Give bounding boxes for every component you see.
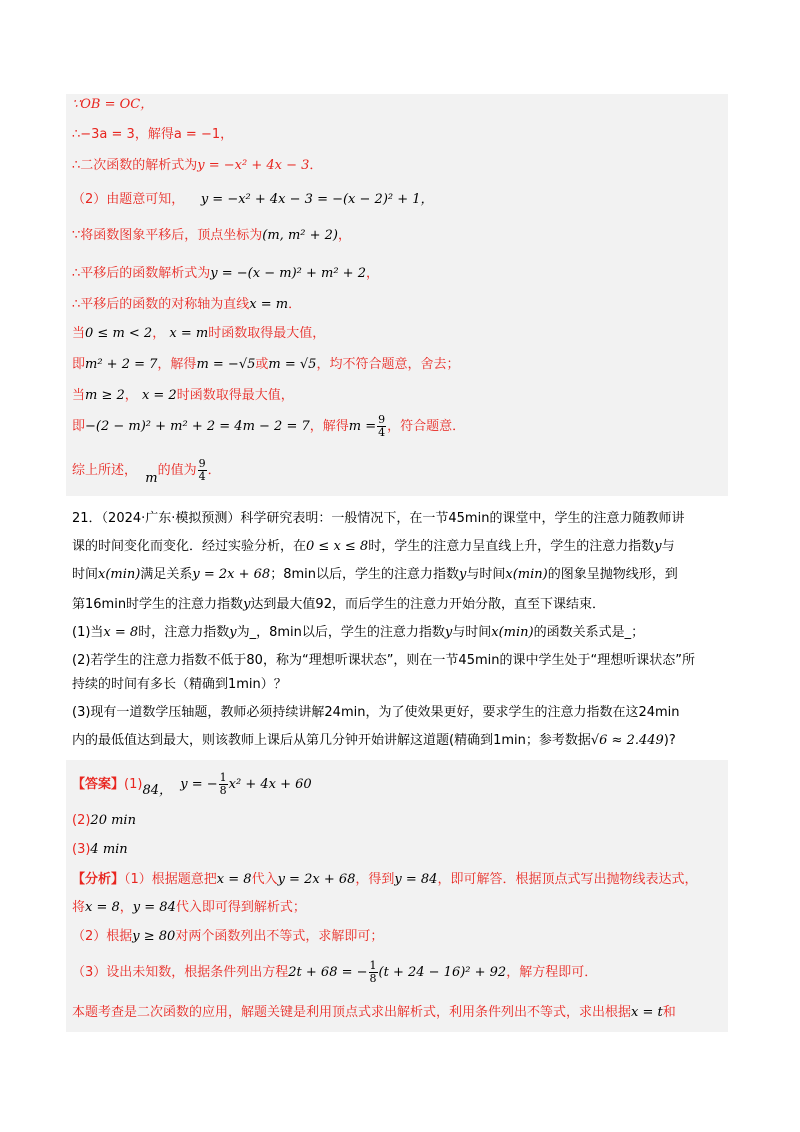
solution-line-4: （2）由题意可知， y = −x² + 4x − 3 = −(x − 2)² + 1， xyxy=(72,192,434,207)
analysis-line-3: （2）根据y ≥ 80对两个函数列出不等式，求解即可； xyxy=(72,929,384,944)
analysis-line-2: 将x = 8，y = 84代入即可得到解析式； xyxy=(72,900,306,915)
analysis-line-5: 本题考查是二次函数的应用，解题关键是利用顶点式求出解析式，利用条件列出不等式，求出根据x = t和 xyxy=(72,1005,676,1020)
solution-line-11: 即−(2 − m)² + m² + 2 = 4m − 2 = 7，解得m = $\frac{9}{4}$ ，符合题意． xyxy=(72,413,466,439)
question-part-3-line-1: (3)现有一道数学压轴题，教师必须持续讲解24min，为了使效果更好，要求学生的注意力指数在这24min xyxy=(72,705,680,720)
solution-line-5: ∵将函数图象平移后，顶点坐标为(m, m² + 2)， xyxy=(72,228,351,243)
solution-line-6: ∴平移后的函数解析式为y = −(x − m)² + m² + 2， xyxy=(72,266,379,281)
solution-line-12: 综上所述， m的值为 $\frac{9}{4}$ ． xyxy=(72,457,221,486)
question-line-2: 课的时间变化而变化．经过实验分析，在0 ≤ x ≤ 8时，学生的注意力呈直线上升，学生的注意力指数y与 xyxy=(72,539,675,554)
solution-line-9: 即m² + 2 = 7，解得m = −√5或m = √5，均不符合题意，舍去； xyxy=(72,357,460,372)
question-part-2-line-1: (2)若学生的注意力指数不低于80，称为“理想听课状态”，则在一节45min的课中学生处于“理想听课状态”所 xyxy=(72,653,695,668)
solution-line-2: ∴−3a = 3，解得a = −1， xyxy=(72,127,234,142)
answer-line-3: (3)4 min xyxy=(72,842,128,857)
answer-line-1: 【答案】(1)84， y = − $\frac{1}{8}$ x² + 4x + 60 xyxy=(72,771,312,798)
solution-line-1: ∵OB = OC， xyxy=(72,97,154,112)
question-line-4: 第16min时学生的注意力指数y达到最大值92，而后学生的注意力开始分散，直至下课结束． xyxy=(72,597,605,612)
solution-line-3: ∴二次函数的解析式为y = −x² + 4x − 3． xyxy=(72,158,323,173)
analysis-line-4: （3）设出未知数，根据条件列出方程2t + 68 = − $\frac{1}{8}$ (t + 24 − 16)² + 92，解方程即可． xyxy=(72,959,598,985)
question-part-3-line-2: 内的最低值达到最大，则该教师上课后从第几分钟开始讲解这道题(精确到1min；参考数据√6 ≈ 2.449)? xyxy=(72,733,676,748)
fraction-final-answer: $\frac{9}{4}$ xyxy=(198,457,206,483)
analysis-line-1: 【分析】（1）根据题意把x = 8代入y = 2x + 68，得到y = 84，即可解答．根据顶点式写出抛物线表达式， xyxy=(72,872,698,887)
analysis-tag: 【分析】 xyxy=(72,872,125,887)
question-part-2-line-2: 持续的时间有多长（精确到1min）？ xyxy=(72,677,287,692)
answer-tag: 【答案】 xyxy=(72,777,125,792)
answer-band xyxy=(66,760,728,1032)
fraction-nine-fourths: $\frac{9}{4}$ xyxy=(378,413,386,439)
question-part-1: (1)当x = 8时，注意力指数y为_，8min以后，学生的注意力指数y与时间x(min)的函数关系式是_； xyxy=(72,625,645,640)
solution-line-8: 当0 ≤ m < 2， x = m时函数取得最大值， xyxy=(72,326,326,341)
question-line-1: 21．（2024·广东·模拟预测）科学研究表明：一般情况下，在一节45min的课堂中，学生的注意力随教师讲 xyxy=(72,511,685,526)
fraction-one-eighth-eq: $\frac{1}{8}$ xyxy=(369,959,377,985)
solution-line-7: ∴平移后的函数的对称轴为直线x = m． xyxy=(72,297,302,312)
solution-line-10: 当m ≥ 2， x = 2时函数取得最大值， xyxy=(72,388,294,403)
fraction-one-eighth: $\frac{1}{8}$ xyxy=(219,771,227,797)
question-line-3: 时间x(min)满足关系y = 2x + 68；8min以后，学生的注意力指数y与时间x(min)的图象呈抛物线形，到 xyxy=(72,567,678,582)
answer-line-2: (2)20 min xyxy=(72,813,136,828)
